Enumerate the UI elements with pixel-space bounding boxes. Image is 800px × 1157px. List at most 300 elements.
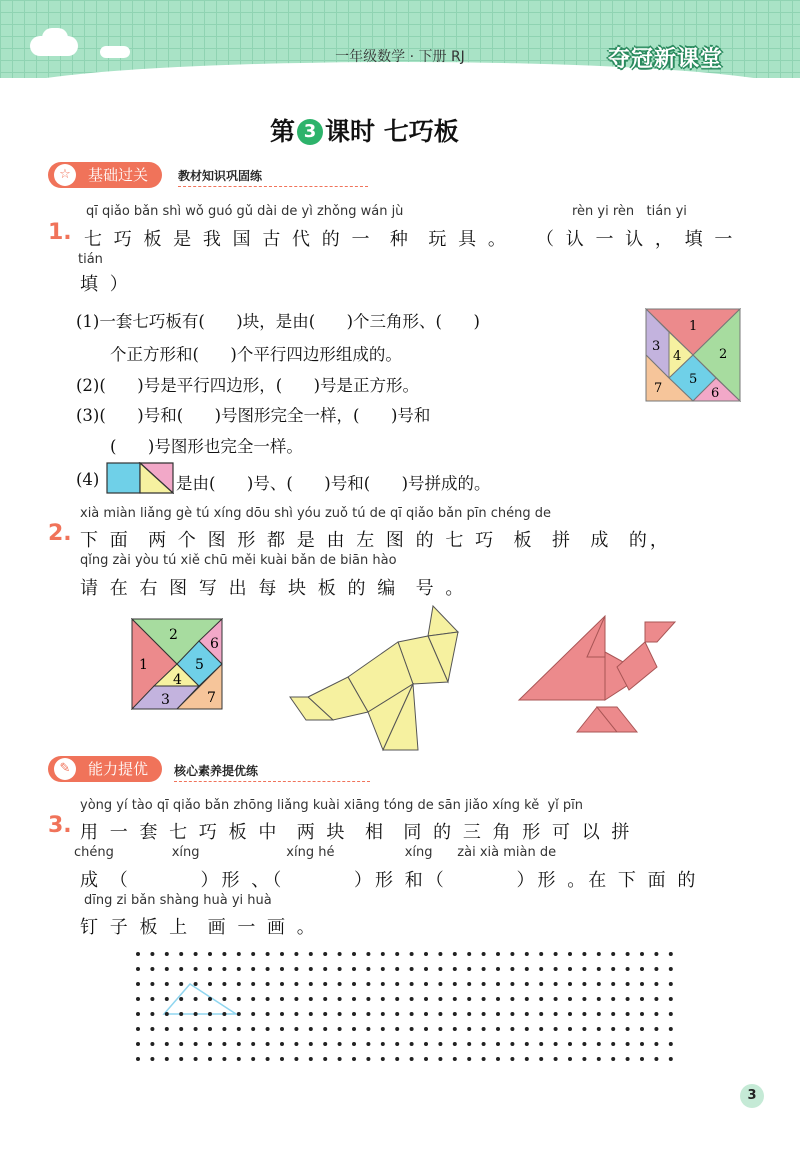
peg-dot [381, 1042, 385, 1046]
peg-dot [294, 952, 298, 956]
peg-dot [654, 1027, 658, 1031]
peg-dot [251, 982, 255, 986]
peg-dot [438, 1012, 442, 1016]
star-icon: ☆ [54, 164, 76, 186]
peg-dot [381, 952, 385, 956]
peg-dot [309, 1042, 313, 1046]
peg-dot [194, 1042, 198, 1046]
peg-dot [251, 1012, 255, 1016]
peg-dot [611, 1042, 615, 1046]
peg-dot [510, 952, 514, 956]
peg-dot [266, 952, 270, 956]
peg-dot [669, 997, 673, 1001]
peg-dot [352, 967, 356, 971]
peg-dot [568, 1057, 572, 1061]
peg-dot [525, 1012, 529, 1016]
peg-dot [554, 1012, 558, 1016]
peg-dot [539, 982, 543, 986]
peg-dot [568, 1012, 572, 1016]
peg-dot [251, 952, 255, 956]
lesson-prefix: 第 [270, 117, 296, 146]
peg-dot [208, 1057, 212, 1061]
peg-dot [453, 1012, 457, 1016]
peg-dot [482, 967, 486, 971]
peg-dot [208, 1027, 212, 1031]
peg-dot [323, 982, 327, 986]
peg-dot [237, 1027, 241, 1031]
peg-dot [582, 1057, 586, 1061]
peg-dot [640, 997, 644, 1001]
peg-dot [323, 1042, 327, 1046]
peg-dot [410, 967, 414, 971]
peg-dot [424, 1027, 428, 1031]
peg-dot [438, 952, 442, 956]
peg-dot [165, 952, 169, 956]
peg-dot [582, 1027, 586, 1031]
peg-dot [438, 1027, 442, 1031]
peg-dot [251, 1027, 255, 1031]
peg-dot [496, 1027, 500, 1031]
peg-dot [597, 1042, 601, 1046]
peg-dot [525, 997, 529, 1001]
piece-label: 6 [210, 636, 219, 652]
peg-dot [611, 1057, 615, 1061]
peg-dot [165, 1057, 169, 1061]
peg-dot [640, 982, 644, 986]
peg-dot [179, 967, 183, 971]
peg-dot [381, 982, 385, 986]
peg-dot [280, 1042, 284, 1046]
peg-dot [352, 997, 356, 1001]
tangram-square-reference [645, 308, 741, 402]
tangram-figure-animal [288, 602, 463, 754]
peg-dot [150, 1042, 154, 1046]
peg-dot [438, 997, 442, 1001]
peg-dot [179, 952, 183, 956]
peg-dot [410, 1012, 414, 1016]
peg-dot [352, 1027, 356, 1031]
peg-dot [179, 1012, 183, 1016]
piece-label: 1 [139, 657, 148, 673]
piece-label: 4 [173, 672, 182, 688]
peg-dot [554, 997, 558, 1001]
peg-dot [294, 982, 298, 986]
peg-dot [654, 967, 658, 971]
peg-dot [237, 1042, 241, 1046]
peg-dot [438, 1057, 442, 1061]
peg-dot [467, 1042, 471, 1046]
peg-dot [554, 1057, 558, 1061]
question-text: 下 面 两 个 图 形 都 是 由 左 图 的 七 巧 板 拼 成 的， [80, 530, 671, 551]
peg-dot [424, 967, 428, 971]
peg-dot [438, 967, 442, 971]
peg-dot [280, 952, 284, 956]
question-text: 填 ） [80, 274, 131, 295]
pinyin-line: chéng xíng xíng hé xíng zài xià miàn de [74, 845, 557, 860]
peg-dot [352, 1012, 356, 1016]
peg-dot [366, 1012, 370, 1016]
section-divider [174, 781, 370, 782]
peg-dot [395, 997, 399, 1001]
cloud-icon [100, 46, 130, 58]
pencil-icon: ✎ [54, 758, 76, 780]
peg-dot [568, 997, 572, 1001]
peg-dot [208, 967, 212, 971]
subquestion-3-cont: ( )号图形也完全一样。 [110, 437, 303, 456]
piece-label: 7 [207, 690, 216, 706]
peg-dot [554, 952, 558, 956]
peg-dot [611, 1027, 615, 1031]
peg-dot [323, 1057, 327, 1061]
peg-dot [626, 982, 630, 986]
peg-dot [496, 997, 500, 1001]
peg-dot [280, 1012, 284, 1016]
peg-dot [165, 1027, 169, 1031]
peg-dot [640, 967, 644, 971]
piece-label: 3 [161, 692, 170, 708]
peg-dot [510, 1057, 514, 1061]
peg-dot [194, 967, 198, 971]
peg-dot [539, 967, 543, 971]
peg-dot [338, 997, 342, 1001]
peg-dot [626, 1027, 630, 1031]
peg-dot [165, 967, 169, 971]
peg-dot [366, 952, 370, 956]
peg-dot [366, 1027, 370, 1031]
peg-dot [222, 997, 226, 1001]
peg-dot [438, 1042, 442, 1046]
peg-dot [194, 1012, 198, 1016]
peg-dot [395, 1057, 399, 1061]
peg-dot [237, 967, 241, 971]
peg-dot [237, 1057, 241, 1061]
peg-dot [222, 967, 226, 971]
lesson-suffix: 课时 七巧板 [325, 117, 459, 146]
peg-dot [266, 1042, 270, 1046]
peg-dot [597, 1027, 601, 1031]
peg-dot [482, 1042, 486, 1046]
peg-dot [453, 1057, 457, 1061]
peg-dot [208, 1012, 212, 1016]
section-divider [178, 186, 368, 187]
peg-dot [597, 1012, 601, 1016]
peg-dot [309, 967, 313, 971]
subquestion-4-label: (4) [76, 470, 100, 489]
peg-dot [438, 982, 442, 986]
pinyin-line: tián [78, 252, 103, 267]
peg-dot [280, 967, 284, 971]
peg-dot [626, 1057, 630, 1061]
peg-dot [338, 1057, 342, 1061]
peg-dot [496, 982, 500, 986]
peg-dot [568, 967, 572, 971]
peg-dot [568, 1042, 572, 1046]
peg-dot [410, 952, 414, 956]
peg-dot [453, 997, 457, 1001]
peg-dot [352, 952, 356, 956]
peg-dot [611, 967, 615, 971]
peg-dot [251, 967, 255, 971]
lesson-title [270, 112, 459, 148]
peg-dot [194, 1057, 198, 1061]
peg-dot [611, 952, 615, 956]
peg-dot [194, 982, 198, 986]
peg-dot [366, 967, 370, 971]
peg-dot [582, 997, 586, 1001]
peg-dot [554, 1042, 558, 1046]
peg-dot [582, 967, 586, 971]
peg-dot [280, 1057, 284, 1061]
peg-dot [251, 1057, 255, 1061]
peg-dot [294, 967, 298, 971]
pinyin-line: xià miàn liǎng gè tú xíng dōu shì yóu zuǒ tú de qī qiǎo bǎn pīn chéng de [80, 506, 551, 521]
peg-dot [165, 997, 169, 1001]
peg-dot [136, 982, 140, 986]
piece-label: 2 [169, 627, 178, 643]
peg-dot [309, 1027, 313, 1031]
peg-dot [338, 982, 342, 986]
peg-dot [582, 1012, 586, 1016]
peg-dot [496, 1057, 500, 1061]
peg-dot [582, 982, 586, 986]
peg-dot [640, 1012, 644, 1016]
shape-combination [106, 462, 174, 494]
peg-dot [525, 982, 529, 986]
peg-dot [539, 1057, 543, 1061]
peg-dot [467, 982, 471, 986]
peg-dot [554, 982, 558, 986]
peg-dot [554, 1027, 558, 1031]
peg-dot [352, 1057, 356, 1061]
peg-dot [266, 982, 270, 986]
peg-dot [654, 1042, 658, 1046]
peg-dot [309, 952, 313, 956]
peg-dot [626, 952, 630, 956]
peg-dot [150, 982, 154, 986]
peg-dot [669, 1027, 673, 1031]
peg-dot [150, 952, 154, 956]
peg-dot [222, 1042, 226, 1046]
peg-dot [597, 1057, 601, 1061]
peg-dot [467, 1012, 471, 1016]
peg-dot [179, 982, 183, 986]
peg-dot [554, 967, 558, 971]
section-badge-advanced: 能力提优 [48, 756, 162, 782]
peg-dot [323, 997, 327, 1001]
peg-dot [453, 967, 457, 971]
question-text: 七 巧 板 是 我 国 古 代 的 一 种 玩 具 。 [84, 229, 509, 250]
peg-dot [453, 982, 457, 986]
peg-dot [179, 1027, 183, 1031]
section-subtitle: 核心素养提优练 [174, 764, 259, 778]
peg-dot [410, 982, 414, 986]
peg-dot [539, 1012, 543, 1016]
peg-dot [179, 1057, 183, 1061]
pinyin-line: yòng yí tào qī qiǎo bǎn zhōng liǎng kuài xiāng tóng de sān jiǎo xíng kě yǐ pīn [80, 798, 584, 813]
peg-dot [294, 1012, 298, 1016]
peg-dot [194, 952, 198, 956]
peg-dot [395, 1027, 399, 1031]
peg-dot [381, 997, 385, 1001]
peg-dot [467, 1057, 471, 1061]
subquestion-1: (1)一套七巧板有( )块，是由( )个三角形、( ) [76, 312, 480, 331]
piece-label: 1 [689, 319, 698, 334]
peg-dot [208, 997, 212, 1001]
peg-dot [482, 1027, 486, 1031]
subquestion-4: 是由( )号、( )号和( )号拼成的。 [176, 474, 491, 493]
peg-dot [539, 997, 543, 1001]
peg-dot [222, 1027, 226, 1031]
pinyin-line: rèn yi rèn tián yi [572, 204, 687, 219]
peg-dot [482, 952, 486, 956]
peg-dot [582, 952, 586, 956]
peg-dot [654, 952, 658, 956]
peg-dot [150, 997, 154, 1001]
peg-dot [352, 982, 356, 986]
piece-label: 6 [711, 386, 720, 401]
peg-dot [424, 982, 428, 986]
peg-dot [366, 982, 370, 986]
peg-dot [611, 997, 615, 1001]
peg-dot [539, 952, 543, 956]
peg-dot [640, 1027, 644, 1031]
peg-dot [496, 1042, 500, 1046]
peg-dot [626, 997, 630, 1001]
peg-dot [366, 1042, 370, 1046]
peg-dot [626, 1012, 630, 1016]
peg-dot [510, 967, 514, 971]
piece-label: 2 [719, 347, 728, 362]
peg-dot [410, 1027, 414, 1031]
peg-dot [294, 997, 298, 1001]
peg-dot [482, 982, 486, 986]
peg-dot [510, 1012, 514, 1016]
peg-dot [266, 1057, 270, 1061]
peg-dot [467, 952, 471, 956]
peg-dot [165, 1012, 169, 1016]
peg-dot [280, 982, 284, 986]
peg-dot [626, 1042, 630, 1046]
peg-dot [381, 1012, 385, 1016]
peg-dot [525, 1042, 529, 1046]
peg-dot [453, 952, 457, 956]
peg-dot [136, 1027, 140, 1031]
peg-dot [323, 967, 327, 971]
peg-dot [654, 997, 658, 1001]
question-text: 钉 子 板 上 画 一 画 。 [80, 917, 318, 938]
peg-dot [266, 1027, 270, 1031]
peg-dot [323, 1012, 327, 1016]
peg-dot [669, 967, 673, 971]
subquestion-1-cont: 个正方形和( )个平行四边形组成的。 [110, 345, 402, 364]
peg-dot [323, 952, 327, 956]
pinyin-line: qī qiǎo bǎn shì wǒ guó gǔ dài de yì zhǒng wán jù [86, 204, 404, 219]
peg-dot [280, 997, 284, 1001]
peg-dot [381, 967, 385, 971]
page-number: 3 [740, 1084, 764, 1108]
peg-dot [654, 1012, 658, 1016]
peg-dot [237, 1012, 241, 1016]
peg-dot [208, 982, 212, 986]
peg-dot [309, 1057, 313, 1061]
piece-label: 3 [652, 339, 661, 354]
peg-dot [266, 967, 270, 971]
peg-dot [136, 967, 140, 971]
question-number: 2. [48, 521, 72, 546]
peg-dot [597, 997, 601, 1001]
peg-dot [626, 967, 630, 971]
peg-dot [150, 1027, 154, 1031]
peg-dot [654, 982, 658, 986]
peg-dot [669, 1057, 673, 1061]
peg-dot [366, 997, 370, 1001]
peg-dot [194, 1027, 198, 1031]
square-piece [107, 463, 140, 493]
peg-dot [496, 967, 500, 971]
peg-board[interactable] [132, 948, 680, 1078]
peg-dot [395, 1012, 399, 1016]
peg-dot [294, 1057, 298, 1061]
peg-dot [496, 1012, 500, 1016]
peg-dot [482, 997, 486, 1001]
peg-dot [381, 1027, 385, 1031]
question-text: （ 认 一 认 ， 填 一 [536, 229, 736, 250]
peg-dot [410, 997, 414, 1001]
section-subtitle: 教材知识巩固练 [178, 169, 263, 183]
peg-dot [150, 967, 154, 971]
peg-dot [424, 952, 428, 956]
brand-logo: 夺冠新课堂 [608, 47, 724, 72]
peg-dot [266, 1012, 270, 1016]
peg-dot [482, 1057, 486, 1061]
peg-dot [640, 1057, 644, 1061]
peg-dot [208, 1042, 212, 1046]
tangram-square-numbered [131, 618, 223, 710]
peg-dot [222, 1057, 226, 1061]
peg-dot [150, 1012, 154, 1016]
peg-dot [640, 952, 644, 956]
piece-label: 5 [195, 657, 204, 673]
peg-dot [136, 1057, 140, 1061]
piece-label: 4 [673, 349, 682, 364]
peg-dot [640, 1042, 644, 1046]
peg-dot [309, 982, 313, 986]
question-text: 用 一 套 七 巧 板 中 两 块 相 同 的 三 角 形 可 以 拼 [80, 822, 633, 843]
peg-dot [352, 1042, 356, 1046]
peg-dot [525, 967, 529, 971]
peg-dot [525, 1057, 529, 1061]
peg-dot [222, 1012, 226, 1016]
question-number: 1. [48, 220, 72, 245]
peg-dot [194, 997, 198, 1001]
peg-dot [323, 1027, 327, 1031]
peg-dot [510, 1042, 514, 1046]
peg-dot [410, 1042, 414, 1046]
peg-dot [395, 952, 399, 956]
peg-dot [510, 1027, 514, 1031]
peg-dot [338, 1012, 342, 1016]
peg-dot [294, 1027, 298, 1031]
piece-label: 5 [689, 372, 698, 387]
peg-dot [208, 952, 212, 956]
peg-dot [539, 1042, 543, 1046]
peg-dot [669, 1012, 673, 1016]
peg-dot [568, 982, 572, 986]
peg-dot [179, 1042, 183, 1046]
peg-dot [338, 1042, 342, 1046]
question-number: 3. [48, 813, 72, 838]
peg-dot [338, 952, 342, 956]
